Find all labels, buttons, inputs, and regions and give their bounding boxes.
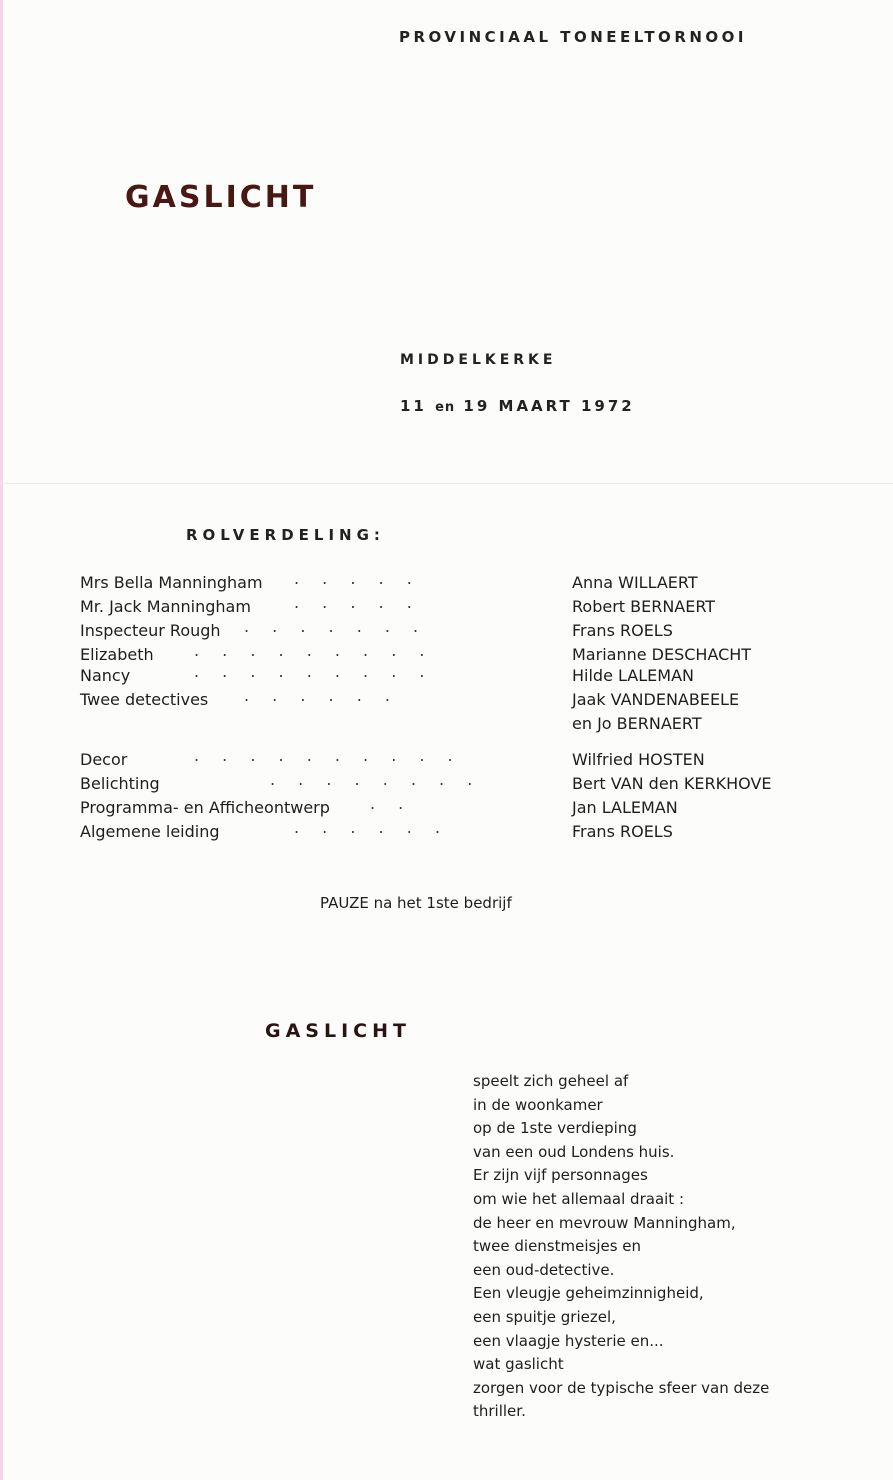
actor-name: Marianne DESCHACHT bbox=[572, 645, 752, 664]
role-name: Belichting bbox=[80, 774, 160, 793]
role-name: Programma- en Affiche​ontwerp bbox=[80, 798, 330, 817]
leader-dots: . . . . . . . . . bbox=[194, 662, 434, 681]
role-name: Elizabeth bbox=[80, 645, 154, 664]
intermission-note: PAUZE na het 1ste bedrijf bbox=[320, 894, 512, 912]
dates-and: en bbox=[435, 400, 456, 415]
actor-name: Wilfried HOSTEN bbox=[572, 750, 705, 769]
role-name: Decor bbox=[80, 750, 128, 769]
leader-dots: . . . . . . . . bbox=[270, 770, 482, 789]
synopsis-line: in de woonkamer bbox=[473, 1095, 603, 1114]
synopsis-line: twee dienstmeisjes en bbox=[473, 1237, 642, 1256]
leader-dots: . . . . . . . bbox=[244, 617, 428, 636]
leader-dots: . . . . . . bbox=[244, 686, 399, 705]
role-name: Mrs Bella Manningham bbox=[80, 573, 263, 592]
actor-name: Anna WILLAERT bbox=[572, 573, 698, 592]
actor-name: Frans ROELS bbox=[572, 822, 673, 841]
page-edge bbox=[0, 0, 3, 1480]
cast-heading: ROLVERDELING: bbox=[186, 526, 385, 544]
synopsis-line: van een oud Londens huis. bbox=[473, 1142, 675, 1161]
role-name: Nancy bbox=[80, 666, 131, 685]
play-title: GASLICHT bbox=[125, 180, 317, 215]
dates-rest: 19 MAART 1972 bbox=[463, 397, 635, 415]
actor-name: Robert BERNAERT bbox=[572, 597, 716, 616]
synopsis-line: om wie het allemaal draait : bbox=[473, 1189, 685, 1208]
synopsis-line: thriller. bbox=[473, 1402, 526, 1421]
synopsis-line: op de 1ste verdieping bbox=[473, 1119, 637, 1138]
leader-dots: . . . . . . bbox=[294, 818, 449, 837]
location: MIDDELKERKE bbox=[400, 352, 557, 368]
synopsis-line: zorgen voor de typische sfeer van deze bbox=[473, 1378, 770, 1397]
actor-name: Jaak VANDENABEELE bbox=[572, 690, 740, 709]
cast-row bbox=[80, 686, 840, 738]
crew-row bbox=[80, 818, 840, 846]
actor-name-second: en Jo BERNAERT bbox=[572, 714, 702, 733]
role-name: Twee detectives bbox=[80, 690, 209, 709]
actor-name: Bert VAN den KERKHOVE bbox=[572, 774, 772, 793]
role-name: Inspecteur Rough bbox=[80, 621, 221, 640]
cast-row bbox=[80, 569, 840, 597]
leader-dots: . . . . . bbox=[294, 569, 421, 588]
synopsis-title: GASLICHT bbox=[265, 1020, 411, 1042]
tournament-header: PROVINCIAAL TONEELTORNOOI bbox=[399, 28, 748, 46]
cast-row bbox=[80, 593, 840, 621]
role-name: Mr. Jack Manningham bbox=[80, 597, 251, 616]
actor-name: Hilde LALEMAN bbox=[572, 666, 694, 685]
fold-line bbox=[0, 483, 893, 484]
synopsis-line: wat gaslicht bbox=[473, 1355, 564, 1374]
leader-dots: . . bbox=[370, 794, 413, 813]
performance-dates bbox=[400, 397, 635, 415]
actor-name: Frans ROELS bbox=[572, 621, 673, 640]
crew-row bbox=[80, 770, 840, 798]
leader-dots: . . . . . . . . . bbox=[194, 641, 434, 660]
synopsis-line: een spuitje griezel, bbox=[473, 1307, 616, 1326]
cast-row bbox=[80, 662, 840, 690]
leader-dots: . . . . . bbox=[294, 593, 421, 612]
role-name: Algemene leiding bbox=[80, 822, 220, 841]
synopsis-line: Een vleugje geheimzinnigheid, bbox=[473, 1284, 704, 1303]
synopsis-line: een oud-detective. bbox=[473, 1260, 615, 1279]
leader-dots: . . . . . . . . . . bbox=[194, 746, 462, 765]
actor-name: Jan LALEMAN bbox=[572, 798, 678, 817]
synopsis-line: de heer en mevrouw Manningham, bbox=[473, 1213, 736, 1232]
crew-row bbox=[80, 794, 840, 822]
dates-day-first: 11 bbox=[400, 397, 427, 415]
synopsis-line: speelt zich geheel af bbox=[473, 1072, 629, 1090]
synopsis-text bbox=[473, 1070, 769, 1424]
synopsis-line: Er zijn vijf personnages bbox=[473, 1166, 648, 1185]
synopsis-line: een vlaagje hysterie en... bbox=[473, 1331, 664, 1350]
